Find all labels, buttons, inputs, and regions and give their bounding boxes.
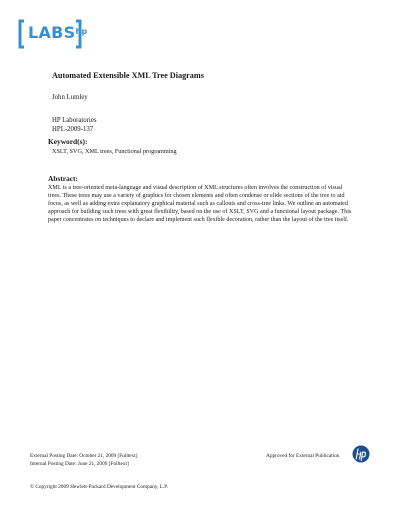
logo-superscript: hp bbox=[75, 27, 88, 36]
hp-labs-logo bbox=[17, 18, 88, 50]
hp-logo-icon bbox=[352, 445, 370, 463]
external-posting-date: External Posting Date: October 21, 2009 [Fulltext] bbox=[30, 453, 138, 459]
abstract-text: XML is a tree-oriented meta-language and visual description of XML structures often involves the construction of visual trees. These trees may use a variety of graphics for chosen elements and often condense or elide sections of the tree to aid focus, as well as adding extra explanatory graphical material such as callouts and cross-tree links. We outline an automated approach for building such trees with great flexibility, based on the use of XSLT, SVG and a functional layout package. This paper concentrates on techniques to declare and implement such flexible decoration, rather than the layout of the tree itself. bbox=[48, 185, 352, 223]
document-title: Automated Extensible XML Tree Diagrams bbox=[52, 71, 204, 80]
keywords-heading: Keyword(s): bbox=[48, 137, 88, 146]
copyright-notice: © Copyright 2009 Hewlett-Packard Development Company, L.P. bbox=[30, 484, 168, 490]
approval-statement: Approved for External Publication bbox=[266, 453, 340, 459]
lab-info bbox=[52, 116, 96, 134]
internal-posting-date: Internal Posting Date: June 21, 2009 [Fulltext] bbox=[30, 461, 129, 467]
author-name: John Lumley bbox=[52, 94, 88, 101]
lab-name: HP Laboratories bbox=[52, 117, 97, 124]
logo-text: $LABS^{hp}$ bbox=[28, 23, 88, 42]
abstract-heading: Abstract: bbox=[48, 174, 78, 183]
keywords-list: XSLT, SVG, XML trees, Functional programming bbox=[52, 148, 177, 155]
report-number: HPL-2009-137 bbox=[52, 126, 94, 133]
